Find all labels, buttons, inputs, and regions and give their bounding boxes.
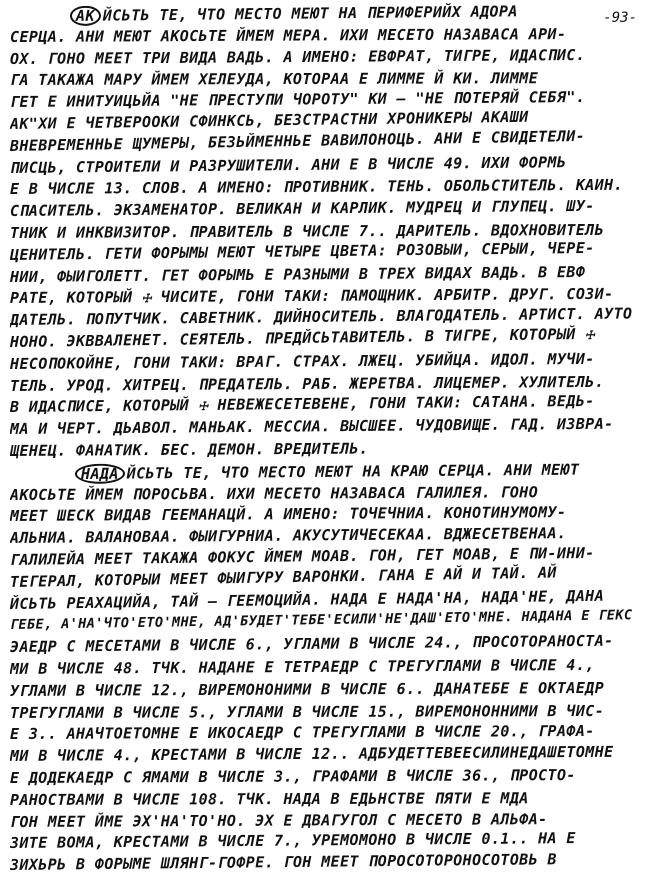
- line-text: АК"ХИ Е ЧЕТВЕРООКИ СФИНКСЬ, БЕЗСТРАСТНИ ХРОНИКЕРЫ АКАШИ: [9, 107, 529, 133]
- line-text: РАТЕ, КОТОРЫЙ ☩ ЧИСИТЕ, ГОНИ ТАКИ: ПАМОЩНИК. АРБИТР. ДРУГ. СОЗИ-: [9, 285, 614, 308]
- line-text: ЭАЕДР С МЕСЕТАМИ В ЧИСЛЕ 6., УГЛАМИ В ЧИСЛЕ 24., ПРОСОТОРАНОСТА-: [9, 631, 614, 657]
- text-line: [10, 197, 640, 224]
- line-text: НИИ, ФЫИГОЛЕТТ. ГЕТ ФОРЫМЬ Е РАЗНЫМИ В ТРЕХ ВИДАХ ВАДЬ. В ЕВФ: [9, 262, 586, 286]
- text-line: [75, 459, 640, 486]
- line-text: ОХ. ГОНО МЕЕТ ТРИ ВИДА ВАДЬ. А ИМЕНО: ЕВФРАТ, ТИГРЕ, ИДАСПИС.: [9, 45, 586, 68]
- line-text: ТЕГЕРАЛ, КОТОРЫИ МЕЕТ ФЫИГУРУ ВАРОНКИ. ГАНА Е АЙ И ТАЙ. АЙ: [9, 563, 558, 591]
- line-text: Е ДОДЕКАЕДР С ЯМАМИ В ЧИСЛЕ 3., ГРАФАМИ В ЧИСЛЕ 36., ПРОСТО-: [9, 766, 576, 787]
- line-text: ГЕБЕ, А'НА'ЧТО'ЕТО'МНЕ, АД'БУДЕТ'ТЕБЕ'ЕСИЛИ'НЕ'ДАШ'ЕТО'МНЕ. НАДАНА Е ГЕКС: [9, 607, 633, 634]
- line-text: РАНОСТВАМИ В ЧИСЛЕ 108. ТЧК. НАДА В ЕДЬНСТВЕ ПЯТИ Е МДА: [9, 788, 529, 809]
- line-text: ЙСЬТЬ РЕАХАЦИЙА, ТАЙ — ГЕЕМОЦИЙА. НАДА Е НАДА'НА, НАДА'НЕ, ДАНА: [9, 586, 605, 613]
- line-text: ПИСЦЬ, СТРОИТЕЛИ И РАЗРУШИТЕЛИ. АНИ Е В ЧИСЛЕ 49. ИХИ ФОРМЬ: [9, 152, 567, 177]
- line-text: Е В ЧИСЛЕ 13. СЛОВ. А ИМЕНО: ПРОТИВНИК. ТЕНЬ. ОБОЛЬСТИТЕЛЬ. КАИН.: [9, 176, 624, 199]
- line-text: МИ В ЧИСЛЕ 4., КРЕСТАМИ В ЧИСЛЕ 12.. АДБУДЕТТЕВЕЕСИЛИНЕДАШЕТОМНЕ: [9, 742, 614, 766]
- line-text: ЦЕНИТЕЛЬ. ГЕТИ ФОРЫМЫ МЕЮТ ЧЕТЫРЕ ЦВЕТА: РОЗОВЫИ, СЕРЫИ, ЧЕРЕ-: [9, 238, 595, 264]
- line-text: НОНО. ЭКВВАЛЕНЕТ. СЕЯТЕЛЬ. ПРЕДЙСЬТАВИТЕЛЬ. В ТИГРЕ, КОТОРЫЙ ☩: [9, 324, 595, 351]
- line-text: АКОСЬТЕ ЙМЕМ ПОРОСЬВА. ИХИ МЕСЕТО НАЗАВАСА ГАЛИЛЕЯ. ГОНО: [9, 482, 539, 504]
- line-text: ЩЕНЕЦ. ФАНАТИК. БЕС. ДЕМОН. ВРЕДИТЕЛЬ.: [9, 439, 369, 460]
- line-text: ЗИТЕ ВОМА, КРЕСТАМИ В ЧИСЛЕ 7., УРЕМОМОНО В ЧИСЛЕ 0.1.. НА Е: [9, 829, 576, 853]
- line-text: МА И ЧЕРТ. ДЬАВОЛ. МАНЬАК. МЕССИА. ВЫСШЕЕ. ЧУДОВИЩЕ. ГАД. ИЗВРА-: [9, 414, 614, 439]
- text-line: [70, 1, 590, 28]
- line-text: ГА ТАКАЖА МАРУ ЙМЕМ ХЕЛЕУДА, КОТОРАА Е ЛИММЕ Й КИ. ЛИММЕ: [9, 69, 539, 90]
- text-line: [10, 766, 640, 791]
- line-text: УГЛАМИ В ЧИСЛЕ 12., ВИРЕМОНОНИМИ В ЧИСЛЕ 6.. ДАНАТЕБЕ Е ОКТАЕДР: [9, 678, 605, 700]
- text-line: [10, 45, 640, 71]
- line-text: СПАСИТЕЛЬ. ЭКЗАМЕНАТОР. ВЕЛИКАН И КАРЛИК. МУДРЕЦ И ГЛУПЕЦ. ШУ-: [9, 197, 595, 221]
- line-text: ЙСЬТЬ ТЕ, ЧТО МЕСТО МЕЮТ НА КРАЮ СЕРЦА. АНИ МЕЮТ: [126, 460, 580, 483]
- line-text: ГАЛИЛЕЙА МЕЕТ ТАКАЖА ФОКУС ЙМЕМ МОАВ. ГОН, ГЕТ МОАВ, Е ПИ-ИНИ-: [9, 543, 595, 569]
- line-text: ВНЕВРЕМЕННЬЕ ЩУМЕРЫ, БЕЗЬЙМЕННЬЕ ВАВИЛОНОЦЬ. АНИ Е СВИДЕТЕЛИ-: [9, 126, 586, 155]
- line-text: ТНИК И ИНКВИЗИТОР. ПРАВИТЕЛЬ В ЧИСЛЕ 7.. ДАРИТЕЛЬ. ВДОХНОВИТЕЛЬ: [9, 220, 605, 242]
- page-number: -93-: [603, 10, 637, 26]
- paragraph-label: НАДА: [75, 463, 125, 483]
- line-text: ДАТЕЛЬ. ПОПУТЧИК. САВЕТНИК. ДИЙНОСИТЕЛЬ. ВЛАГОДАТЕЛЬ. АРТИСТ. АУТО: [9, 304, 633, 330]
- line-text: НЕСОПОКОЙНЕ, ГОНИ ТАКИ: ВРАГ. СТРАХ. ЛЖЕЦ. УБИЙЦА. ИДОЛ. МУЧИ-: [9, 349, 595, 373]
- line-text: ГОН МЕЕТ ЙМЕ ЭХ'НА'ТО'НО. ЭХ Е ДВАГУГОЛ С МЕСЕТО В АЛЬФА-: [9, 809, 548, 831]
- text-line: [10, 656, 640, 682]
- line-text: В ИДАСПИСЕ, КОТОРЫЙ ☩ НЕВЕЖЕСЕТЕВЕНЕ, ГОНИ ТАКИ: САТАНА. ВЕДЬ-: [9, 392, 595, 417]
- text-line: [10, 789, 640, 813]
- line-text: ГЕТ Е ИНИТУИЦЬЙА "НЕ ПРЕСТУПИ ЧОРОТУ" КИ — "НЕ ПОТЕРЯЙ СЕБЯ".: [9, 88, 586, 112]
- line-text: СЕРЦА. АНИ МЕЮТ АКОСЬТЕ ЙМЕМ МЕРА. ИХИ МЕСЕТО НАЗАВАСА АРИ-: [9, 24, 567, 46]
- line-text: ТРЕГУГЛАМИ В ЧИСЛЕ 5., УГЛАМИ В ЧИСЛЕ 15., ВИРЕМОНОННИМИ В ЧИС-: [9, 701, 605, 722]
- line-text: АЛЬНИА. ВАЛАНОВАА. ФЫИГУРНИА. АКУСУТИЧЕСЕКАА. ВДЖЕСЕТВЕНАА.: [9, 524, 567, 548]
- line-text: ЗИХЬРЬ В ФОРЫМЕ ШЛЯНГ-ГОФРЕ. ГОН МЕЕТ ПОРОСОТОРОНОСОТОВЬ В: [9, 850, 558, 875]
- line-text: МИ В ЧИСЛЕ 48. ТЧК. НАДАНЕ Е ТЕТРАЕДР С ТРЕГУГЛАМИ В ЧИСЛЕ 4.,: [9, 655, 595, 678]
- line-text: МЕЕТ ШЕСК ВИДАВ ГЕЕМАНАЦЙ. А ИМЕНО: ТОЧЕЧНИА. КОНОТИНУМОМУ-: [9, 503, 567, 526]
- line-text: Е 3.. АНАЧТОЕТОМНЕ Е ИКОСАЕДР С ТРЕГУГЛАМИ В ЧИСЛЕ 20., ГРАФА-: [9, 722, 595, 744]
- line-text: ЙСЬТЬ ТЕ, ЧТО МЕСТО МЕЮТ НА ПЕРИФЕРИЙХ АДОРА: [102, 2, 518, 25]
- text-line: [10, 678, 640, 703]
- paragraph-label: АК: [70, 6, 101, 26]
- line-text: ТЕЛЬ. УРОД. ХИТРЕЦ. ПРЕДАТЕЛЬ. РАБ. ЖЕРЕТВА. ЛИЦЕМЕР. ХУЛИТЕЛЬ.: [9, 372, 605, 395]
